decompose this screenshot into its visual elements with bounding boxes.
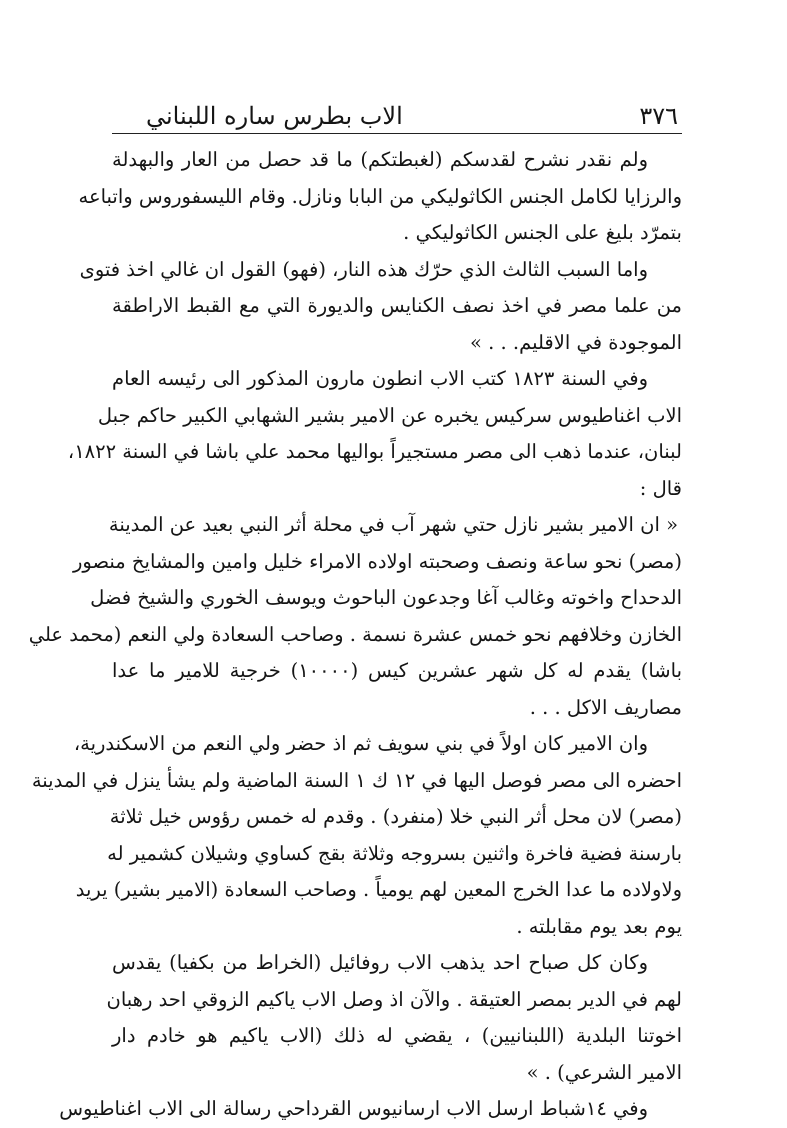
text-line: الموجودة في الاقليم. . . » — [469, 330, 682, 354]
text-line: ولم نقدر نشرح لقدسكم (لغبطتكم) ما قد حصل من العار والبهدلة — [112, 148, 648, 171]
text-line: الخازن وخلافهم نحو خمس عشرة نسمة . وصاحب السعادة ولي النعم (محمد علي — [28, 622, 682, 646]
text-line: من علما مصر في اخذ نصف الكنايس والديورة التي مع القبط الاراطقة — [112, 294, 682, 317]
text-line: باشا) يقدم له كل شهر عشرين كيس (١٠٠٠٠) خرجية للامير ما عدا — [112, 659, 682, 682]
body-text — [28, 142, 682, 1128]
text-line: بارسنة فضية فاخرة واثنين بسروجه وثلاثة بقج كساوي وشيلان كشمير له — [107, 841, 682, 865]
text-line: الاب اغناطيوس سركيس يخبره عن الامير بشير الشهابي الكبير حاكم جبل — [97, 403, 682, 427]
text-line: (مصر) نحو ساعة ونصف وصحبته اولاده الامراء خليل وامين والمشايخ منصور — [73, 549, 682, 573]
text-line: بتمرّد بليغ على الجنس الكاثوليكي . — [403, 221, 682, 244]
text-line: واما السبب الثالث الذي حرّك هذه النار، (فهو) القول ان غالي اخذ فتوى — [79, 257, 648, 281]
text-line: لبنان، عندما ذهب الى مصر مستجيراً بواليها محمد علي باشا في السنة ١٨٢٢، — [67, 440, 682, 463]
page-number: ٣٧٦ — [639, 102, 678, 130]
text-line: الامير الشرعي) . » — [526, 1060, 682, 1084]
text-line: (مصر) لان محل أثر النبي خلا (منفرد) . وقدم له خمس رؤوس خيل ثلاثة — [109, 805, 682, 828]
text-line: ولاولاده ما عدا الخرج المعين لهم يومياً . وصاحب السعادة (الامير بشير) يريد — [75, 878, 682, 901]
text-line: وفي ١٤شباط ارسل الاب ارسانيوس القرداحي رسالة الى الاب اغناطيوس — [59, 1097, 648, 1120]
text-line: والرزايا لكامل الجنس الكاثوليكي من البابا ونازل. وقام الليسفوروس واتباعه — [78, 184, 682, 208]
text-line: « ان الامير بشير نازل حتي شهر آب في محلة أثر النبي بعيد عن المدينة — [108, 513, 678, 536]
text-line: يوم بعد يوم مقابلته . — [516, 914, 682, 938]
text-line: مصاريف الاكل . . . — [529, 695, 682, 719]
page-header — [118, 86, 678, 130]
text-line: احضره الى مصر فوصل اليها في ١٢ ك ١ السنة الماضية ولم يشأ ينزل في المدينة — [31, 768, 682, 792]
text-line: قال : — [639, 476, 682, 500]
text-line: وكان كل صباح احد يذهب الاب روفائيل (الخراط من بكفيا) يقدس — [112, 951, 648, 974]
text-line: وان الامير كان اولاً في بني سويف ثم اذ حضر ولي النعم من الاسكندرية، — [73, 732, 648, 755]
text-line: وفي السنة ١٨٢٣ كتب الاب انطون مارون المذكور الى رئيسه العام — [112, 367, 648, 390]
running-title: الاب بطرس ساره اللبناني — [146, 102, 403, 130]
text-line: اخوتنا البلدية (اللبنانيين) ، يقضي له ذلك (الاب ياكيم هو خادم دار — [112, 1024, 682, 1047]
text-line: الدحداح واخوته وغالب آغا وجدعون الباحوث ويوسف الخوري والشيخ فضل — [90, 586, 682, 609]
header-rule — [112, 133, 682, 134]
text-line: لهم في الدير بمصر العتيقة . والآن اذ وصل الاب ياكيم الزوقي احد رهبان — [106, 987, 682, 1011]
